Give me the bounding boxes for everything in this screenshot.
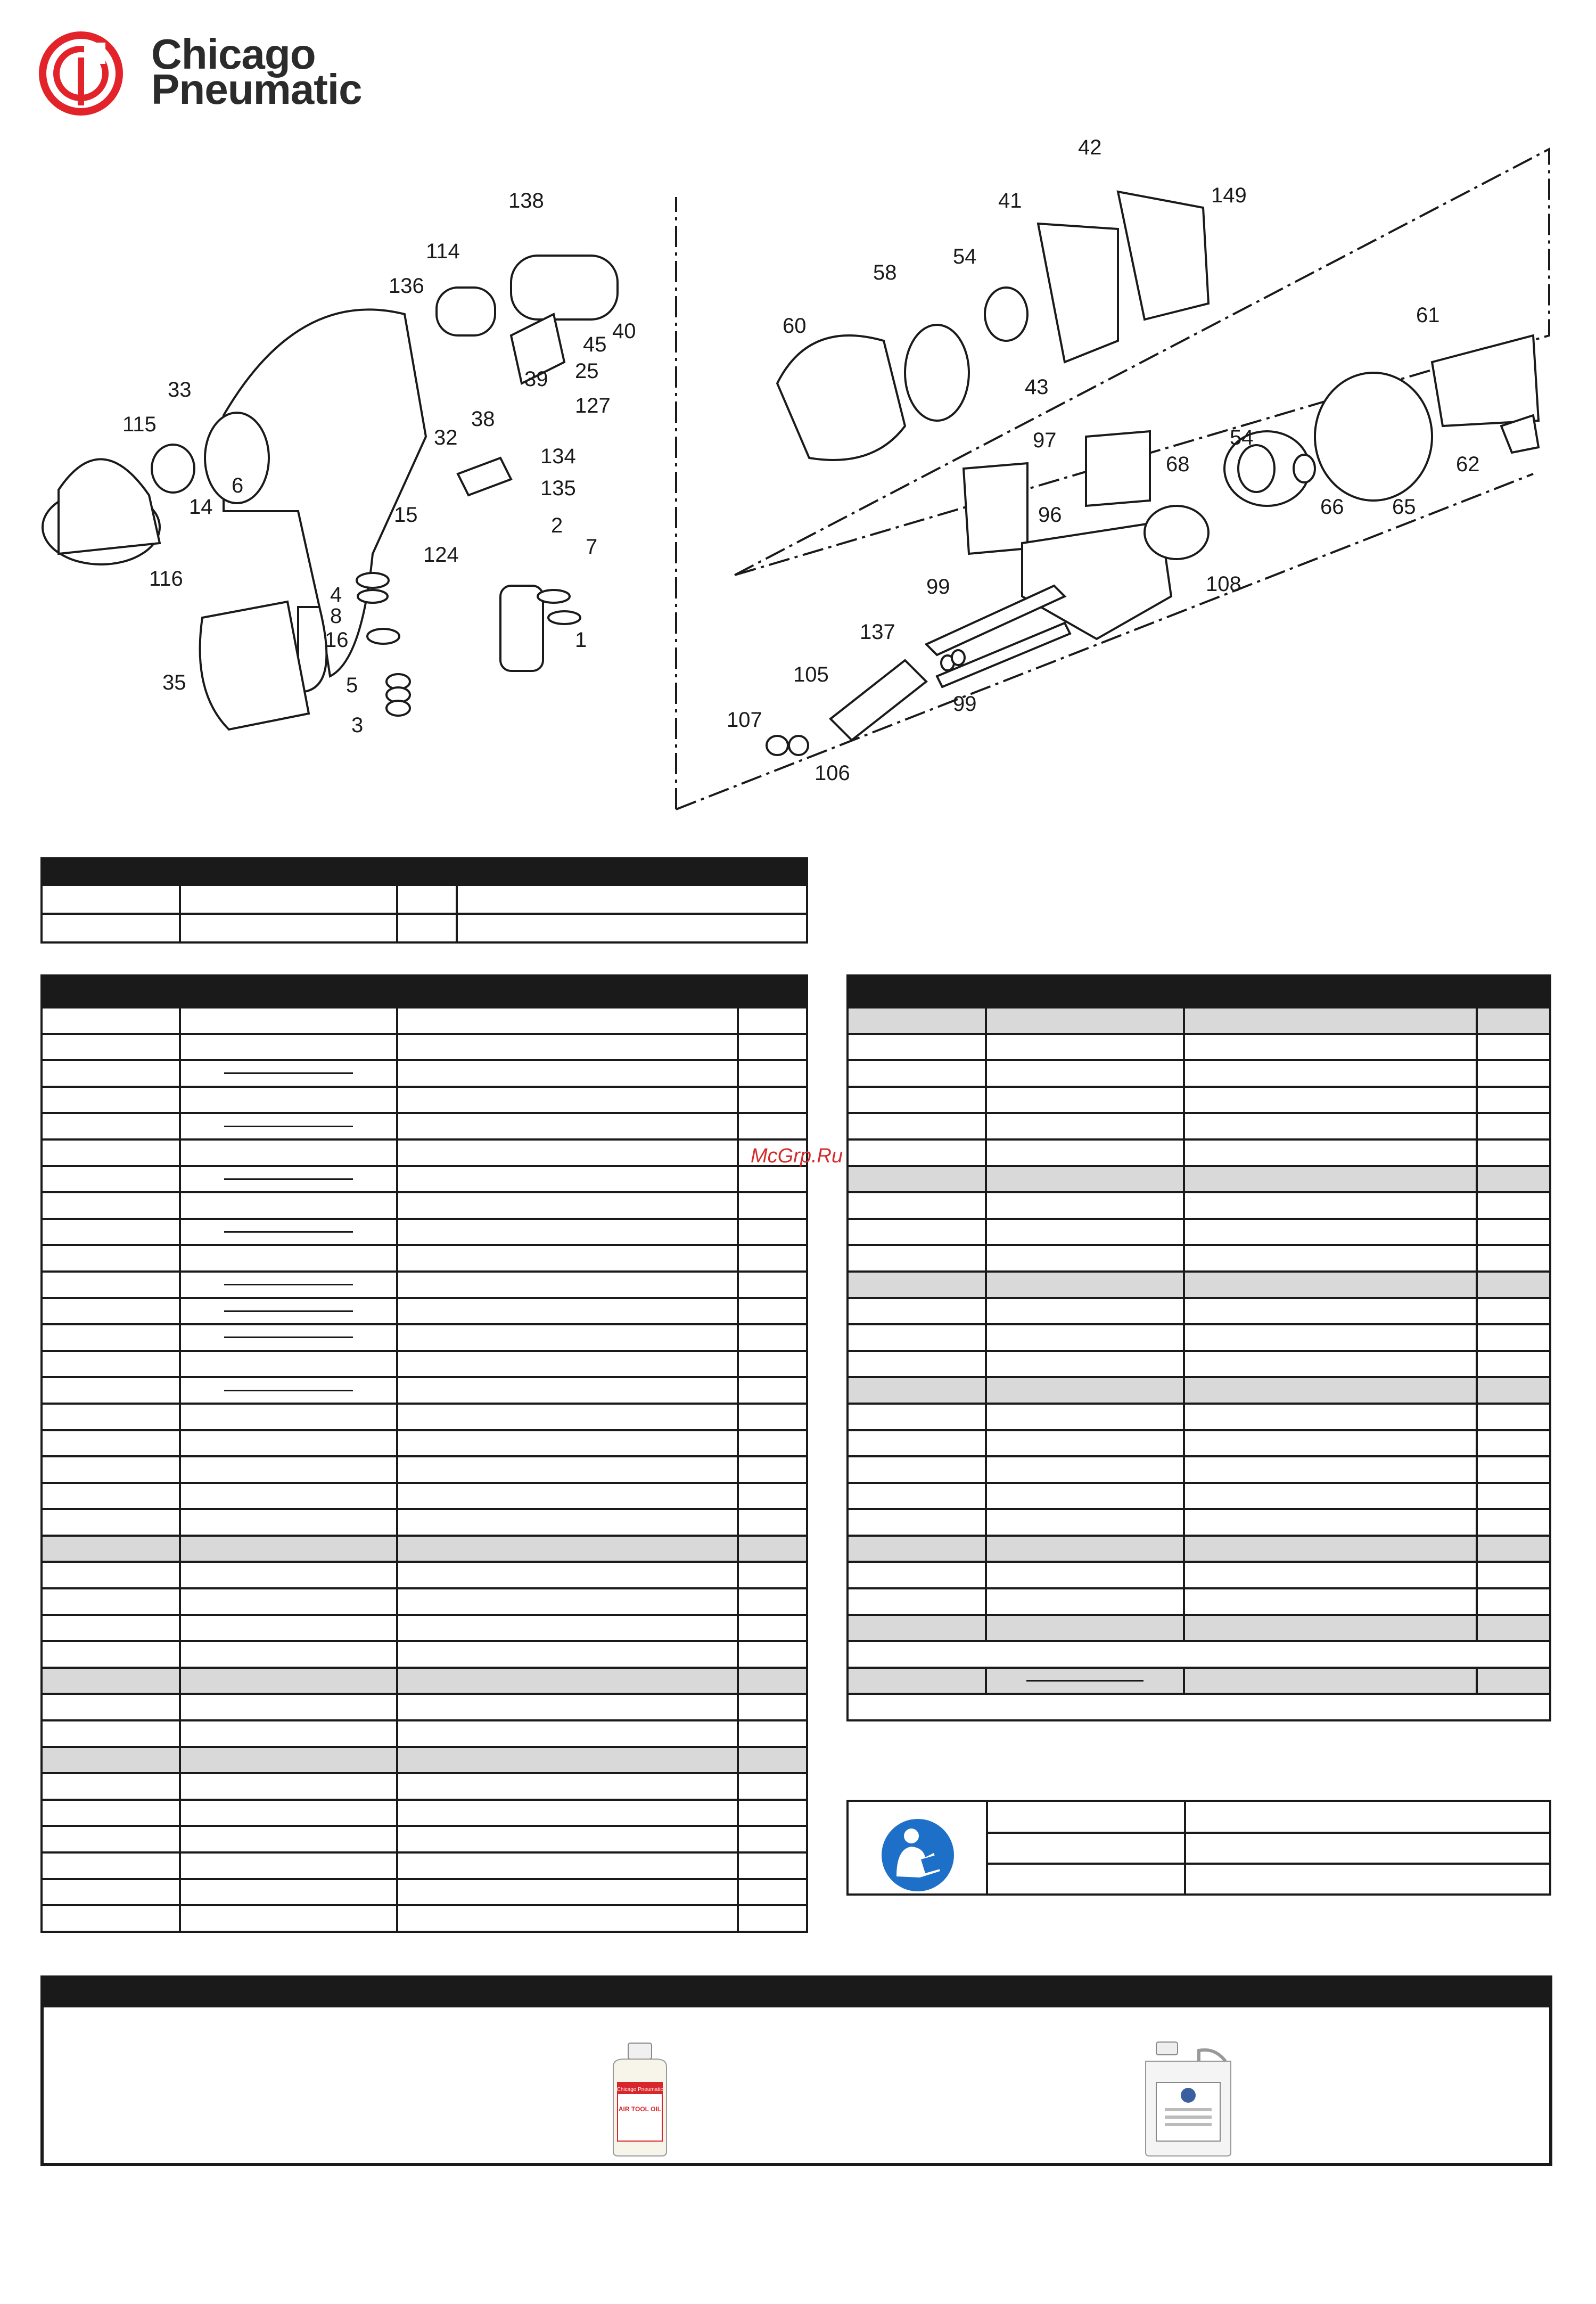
table-row <box>42 1272 807 1298</box>
callout: 99 <box>926 575 950 598</box>
table-row <box>42 1694 807 1720</box>
callout: 38 <box>471 407 495 431</box>
table-row <box>42 1377 807 1404</box>
callout: 97 <box>1033 429 1057 452</box>
table-row <box>42 1588 807 1615</box>
read-manual-icon <box>881 1818 955 1892</box>
callout: 15 <box>394 503 418 527</box>
table-row <box>848 1007 1550 1034</box>
callout: 41 <box>998 189 1022 212</box>
callout: 127 <box>575 394 611 417</box>
table-row <box>42 1139 807 1166</box>
table-row <box>848 1377 1550 1404</box>
table-row <box>848 1615 1550 1642</box>
manual-reference-box <box>846 1800 1551 1896</box>
callout: 33 <box>168 378 192 401</box>
table-row <box>848 1509 1550 1536</box>
brand-name-line1: Chicago <box>151 30 316 78</box>
callout: 116 <box>149 567 183 591</box>
table-row <box>42 1509 807 1536</box>
table-row <box>848 1668 1550 1694</box>
table-row <box>848 1166 1550 1193</box>
callout: 7 <box>586 535 598 559</box>
callout: 6 <box>232 474 244 497</box>
exploded-parts-diagram <box>0 128 1596 825</box>
table-row <box>42 1034 807 1061</box>
table-row <box>42 1641 807 1668</box>
table-row <box>848 1245 1550 1272</box>
callout: 115 <box>122 413 157 436</box>
table-row <box>42 1219 807 1245</box>
callout: 1 <box>575 628 587 652</box>
callout: 58 <box>873 261 897 284</box>
table-row <box>848 1272 1550 1298</box>
callout: 54 <box>953 245 977 268</box>
table-row <box>42 1166 807 1193</box>
callout: 32 <box>434 426 458 449</box>
table-row <box>848 1298 1550 1325</box>
callout: 108 <box>1206 572 1241 596</box>
callout: 4 <box>330 583 342 606</box>
table-row <box>848 1192 1550 1219</box>
callout: 66 <box>1320 495 1344 519</box>
table-row <box>42 1113 807 1139</box>
table-row <box>42 1720 807 1747</box>
callout: 106 <box>815 761 850 785</box>
callout: 25 <box>575 359 599 383</box>
callout: 138 <box>508 189 544 212</box>
table-row <box>42 1245 807 1272</box>
table-row <box>42 1192 807 1219</box>
brand-name-line2: Pneumatic <box>151 65 362 113</box>
callout: 8 <box>330 604 342 628</box>
oil-jug-icon <box>1140 2040 1236 2157</box>
table-row <box>42 1562 807 1588</box>
table-row <box>42 1747 807 1774</box>
table-row <box>848 1430 1550 1457</box>
callout: 16 <box>325 628 349 652</box>
table-row <box>42 1298 807 1325</box>
watermark: McGrp.Ru <box>751 1145 843 1167</box>
table-row <box>42 1773 807 1800</box>
table-row <box>42 1668 807 1694</box>
table-row <box>42 1430 807 1457</box>
callout: 99 <box>953 692 977 716</box>
table-row <box>42 1351 807 1378</box>
table-row <box>42 1007 807 1034</box>
callout: 14 <box>189 495 213 519</box>
parts-list-right <box>846 974 1551 1721</box>
section-header-bar <box>44 1979 1549 2007</box>
callout: 96 <box>1038 503 1062 527</box>
table-row <box>848 1034 1550 1061</box>
callout: 107 <box>727 708 762 732</box>
table-row <box>848 1536 1550 1562</box>
table-row <box>848 1588 1550 1615</box>
table-row <box>42 1087 807 1113</box>
callout: 136 <box>389 274 424 298</box>
callout: 135 <box>540 477 576 500</box>
callout: 45 <box>583 333 607 356</box>
callout: 3 <box>351 714 364 737</box>
callout: 105 <box>793 663 829 686</box>
brand-logo <box>38 31 400 116</box>
table-row <box>42 1060 807 1087</box>
table-row <box>848 1139 1550 1166</box>
table-row <box>848 1641 1550 1668</box>
table-row <box>42 1879 807 1906</box>
bottle-product: AIR TOOL OIL <box>618 2105 662 2113</box>
callout: 43 <box>1025 375 1049 399</box>
callout: 61 <box>1416 304 1440 327</box>
callout: 42 <box>1078 136 1102 159</box>
table-row <box>42 1905 807 1932</box>
table-row <box>848 1087 1550 1113</box>
callout: 54 <box>1230 426 1254 449</box>
cp-logo-icon <box>38 31 124 116</box>
callout: 137 <box>860 620 895 644</box>
spec-table <box>40 857 808 944</box>
table-row <box>848 1694 1550 1720</box>
table-row <box>848 1324 1550 1351</box>
table-row <box>848 1483 1550 1510</box>
callout: 40 <box>612 319 636 343</box>
callout: 60 <box>783 314 807 338</box>
callout: 2 <box>551 514 563 537</box>
table-row <box>848 1060 1550 1087</box>
lubricants-section <box>40 1975 1552 2166</box>
table-row <box>42 1483 807 1510</box>
parts-list-left <box>40 974 808 1933</box>
table-row <box>42 1536 807 1562</box>
callout: 68 <box>1166 453 1190 476</box>
table-row <box>42 1852 807 1879</box>
table-row <box>848 1219 1550 1245</box>
table-row <box>848 1404 1550 1430</box>
table-row <box>42 1324 807 1351</box>
bottle-brand: Chicago Pneumatic <box>616 2087 663 2093</box>
callout: 149 <box>1211 184 1247 207</box>
callout: 62 <box>1456 453 1480 476</box>
table-row <box>848 1351 1550 1378</box>
table-row <box>848 1562 1550 1588</box>
callout: 5 <box>346 674 358 697</box>
table-row <box>42 1800 807 1826</box>
callout: 35 <box>162 671 186 694</box>
table-row <box>42 1456 807 1483</box>
callout: 134 <box>540 445 576 468</box>
callout: 39 <box>524 367 548 391</box>
table-row <box>42 1615 807 1642</box>
callout: 65 <box>1392 495 1416 519</box>
callout: 124 <box>423 543 459 567</box>
table-row <box>42 1826 807 1852</box>
oil-bottle-icon <box>603 2040 677 2157</box>
table-row <box>848 1113 1550 1139</box>
table-row <box>42 1404 807 1430</box>
callout: 114 <box>426 240 460 263</box>
table-row <box>848 1456 1550 1483</box>
